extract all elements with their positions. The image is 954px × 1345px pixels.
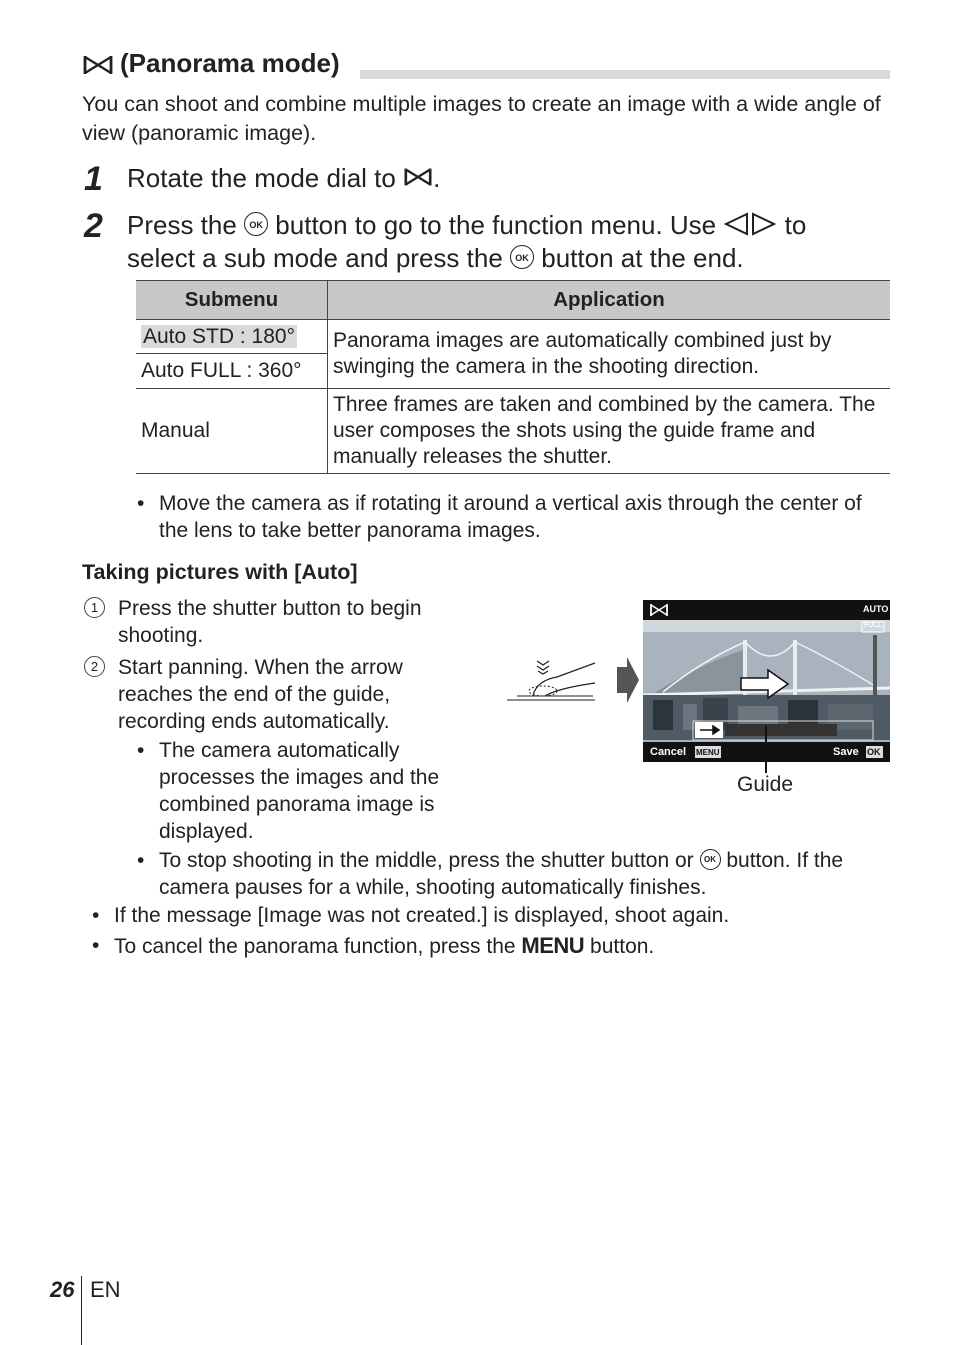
panorama-icon — [82, 54, 114, 76]
substep-2-number: 2 — [84, 656, 105, 677]
left-right-arrows-icon — [723, 211, 777, 237]
shutter-press-illustration — [505, 655, 640, 705]
footer-divider — [81, 1276, 82, 1345]
step-2-line-2: select a sub mode and press the OK button at the end. — [127, 243, 744, 273]
section-subheading: Taking pictures with [Auto] — [82, 560, 358, 584]
step-2-line-1: Press the OK button to go to the function menu. Use to — [127, 210, 807, 240]
table-header-row — [136, 281, 890, 320]
substep-1-text: Press the shutter button to begin shooting. — [118, 597, 422, 647]
page-title: (Panorama mode) — [120, 48, 340, 78]
ok-key-label: OK — [867, 747, 881, 757]
table-header-application: Application — [328, 281, 891, 320]
table-cell-application: Three frames are taken and combined by the camera. The user composes the shots using the guide frame and manually releases the shutter. — [328, 389, 891, 474]
table-row — [136, 320, 890, 354]
submenu-table — [136, 280, 890, 474]
language-label: EN — [90, 1277, 121, 1302]
save-label: Save — [833, 746, 859, 758]
cancel-label: Cancel — [650, 746, 687, 758]
table-row — [136, 389, 890, 474]
panorama-icon — [403, 166, 433, 188]
table-cell-application: Panorama images are automatically combined just by swinging the camera in the shooting direction. — [328, 320, 891, 389]
ok-button-icon: OK — [700, 849, 721, 870]
table-header-submenu: Submenu — [136, 281, 328, 320]
step-2-number: 2 — [84, 207, 103, 245]
step-1-text: Rotate the mode dial to . — [127, 163, 441, 193]
note-bullet: • Move the camera as if rotating it around a vertical axis through the center of the lens to take better panorama images. — [137, 492, 862, 542]
step-1-number: 1 — [84, 160, 103, 198]
table-cell-submenu: Manual — [136, 389, 328, 474]
guide-label: Guide — [737, 773, 794, 796]
full-label: FULL — [864, 622, 882, 629]
ok-button-icon: OK — [510, 245, 534, 269]
substep-2-text: Start panning. When the arrow reaches the end of the guide, recording ends automatically. — [118, 656, 403, 733]
subbullet: • To stop shooting in the middle, press the shutter button or OK button. If the camera pauses for a while, shooting automatically finishes. — [137, 849, 844, 899]
guide-callout-line — [765, 726, 767, 773]
table-cell-submenu: Auto STD : 180° — [136, 320, 328, 354]
intro-text: You can shoot and combine multiple images to create an image with a wide angle of view (panoramic image). — [82, 92, 881, 145]
ok-button-icon: OK — [244, 212, 268, 236]
note-bullet: • To cancel the panorama function, press the MENU button. — [92, 933, 655, 958]
substep-1-number: 1 — [84, 597, 105, 618]
auto-label: AUTO — [863, 604, 889, 614]
table-cell-submenu: Auto FULL : 360° — [136, 354, 328, 389]
page-number: 26 — [50, 1277, 75, 1302]
menu-key-label: MENU — [696, 748, 720, 757]
note-bullet: • If the message [Image was not created.] is displayed, shoot again. — [92, 904, 730, 927]
subbullet: • The camera automatically processes the images and the combined panorama image is displayed. — [137, 739, 440, 843]
menu-button-label: MENU — [521, 933, 585, 958]
title-underline — [360, 70, 890, 79]
